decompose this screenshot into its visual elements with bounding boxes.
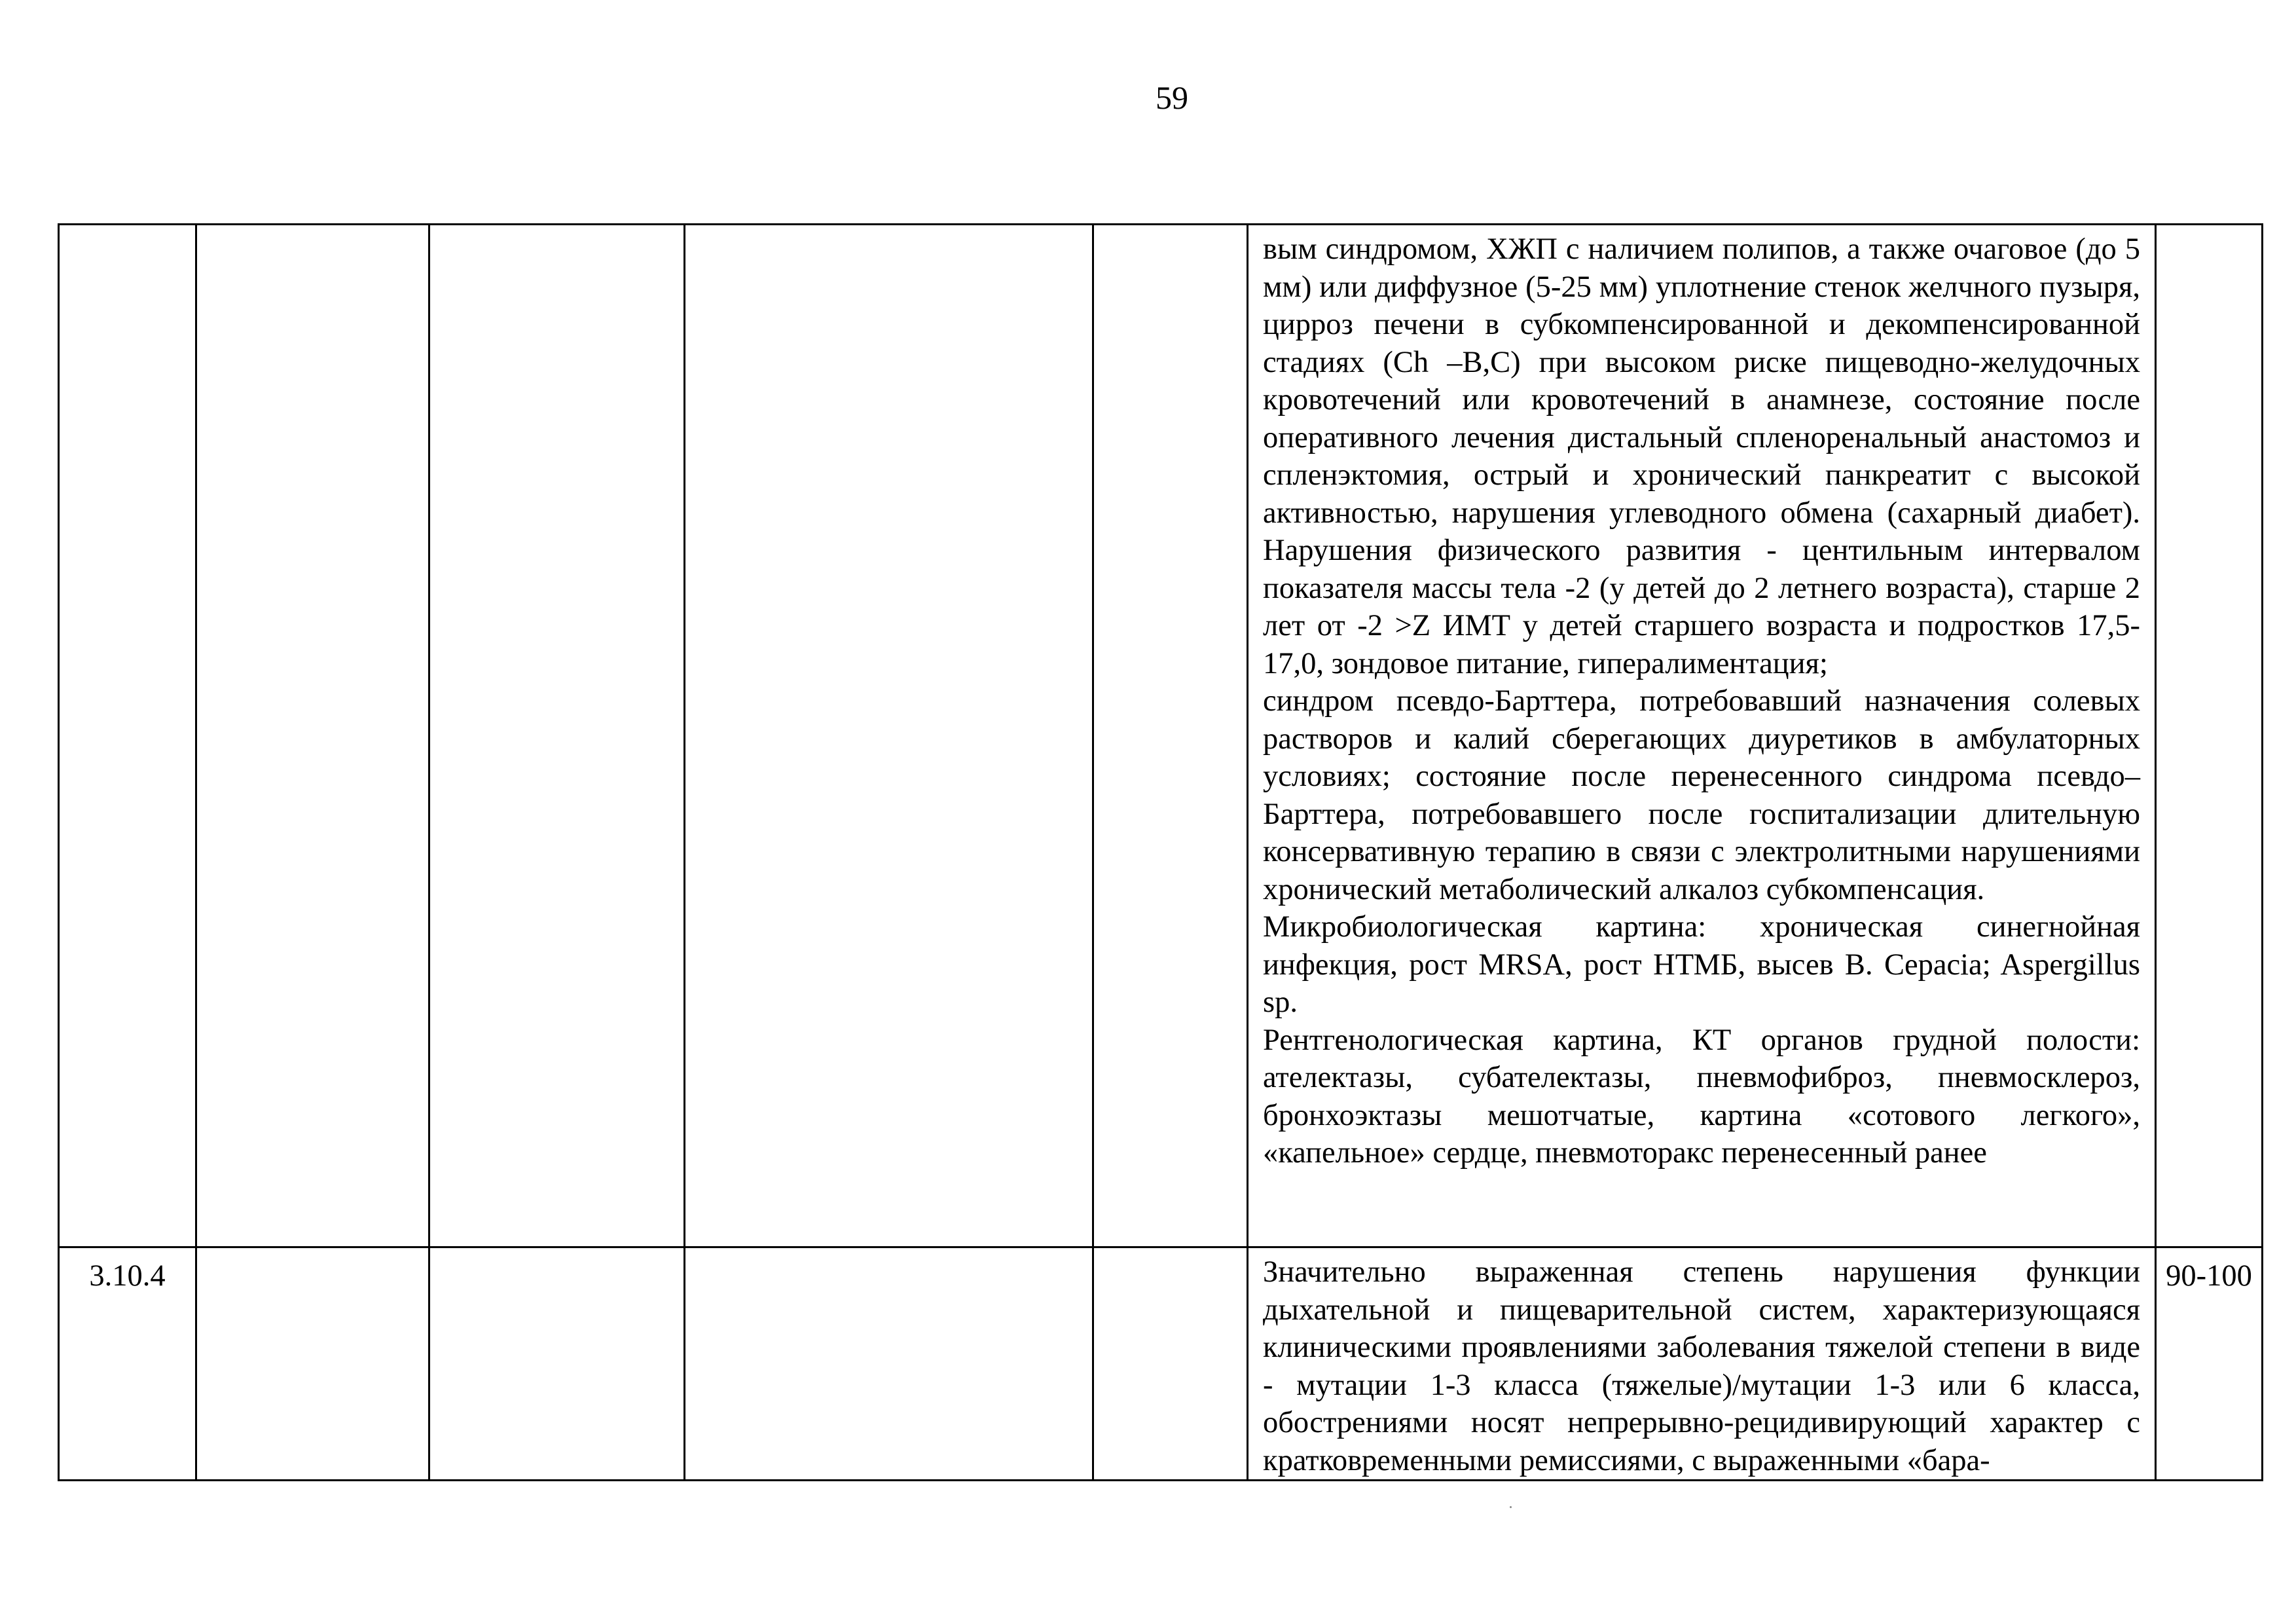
empty-cell	[196, 1247, 429, 1481]
empty-cell	[196, 225, 429, 1247]
table-row	[59, 1247, 2263, 1481]
empty-cell	[1093, 1247, 1248, 1481]
description-cell	[1248, 225, 2156, 1247]
score-cell: 90-100	[2156, 1247, 2263, 1481]
page-number: 59	[1156, 79, 1188, 116]
description-paragraph: вым синдромом, ХЖП с наличием полипов, а также очаговое (до 5 мм) или диффузное (5-25 мм) уплотнение стенок желчного пузыря, цирроз печени в субкомпенсированной и декомпенсированной стадиях (Ch –B,C) при высоком риске пищеводно-желудочных кровотечений или кровотечений в анамнезе, состояние после оперативного лечения дистальный спленоренальный анастомоз и спленэктомия, острый и хронический панкреатит с высокой активностью, нарушения углеводного обмена (сахарный диабет). Нарушения физического развития - центильным интервалом показателя массы тела -2 (у детей до 2 летнего возраста), старше 2 лет от -2 >Z ИМТ у детей старшего возраста и подростков 17,5-17,0, зондовое питание, гипералиментация;	[1263, 232, 2140, 680]
description-paragraph: Рентгенологическая картина, КТ органов грудной полости: ателектазы, субателектазы, пневмофиброз, пневмосклероз, бронхоэктазы мешотчатые, картина «сотового легкого», «капельное» сердце, пневмоторакс перенесенный ранее	[1263, 1023, 2140, 1170]
score-cell	[2156, 225, 2263, 1247]
criteria-table	[58, 223, 2263, 1481]
scan-speck	[1510, 1506, 1512, 1508]
empty-cell	[685, 225, 1093, 1247]
empty-cell	[429, 1247, 685, 1481]
description-paragraph: синдром псевдо-Барттера, потребовавший назначения солевых растворов и калий сберегающих диуретиков в амбулаторных условиях; состояние после перенесенного синдрома псевдо–Барттера, потребовавшего после госпитализации длительную консервативную терапию в связи с электролитными нарушениями хронический метаболический алкалоз субкомпенсация.	[1263, 684, 2140, 906]
empty-cell	[685, 1247, 1093, 1481]
description-cell	[1248, 1247, 2156, 1481]
description-paragraph: Микробиологическая картина: хроническая синегнойная инфекция, рост MRSA, рост НТМБ, высев B. Cepacia; Aspergillus sp.	[1263, 910, 2140, 1019]
empty-cell	[1093, 225, 1248, 1247]
code-cell: 3.10.4	[59, 1247, 196, 1481]
empty-cell	[429, 225, 685, 1247]
description-paragraph: Значительно выраженная степень нарушения функции дыхательной и пищеварительной систем, характеризующаяся клиническими проявлениями заболевания тяжелой степени в виде - мутации 1-3 класса (тяжелые)/мутации 1-3 или 6 класса, обострениями носят непрерывно-рецидивирующий характер с кратковременными ремиссиями, с выраженными «бара-	[1263, 1255, 2140, 1477]
code-cell	[59, 225, 196, 1247]
table-row	[59, 225, 2263, 1247]
